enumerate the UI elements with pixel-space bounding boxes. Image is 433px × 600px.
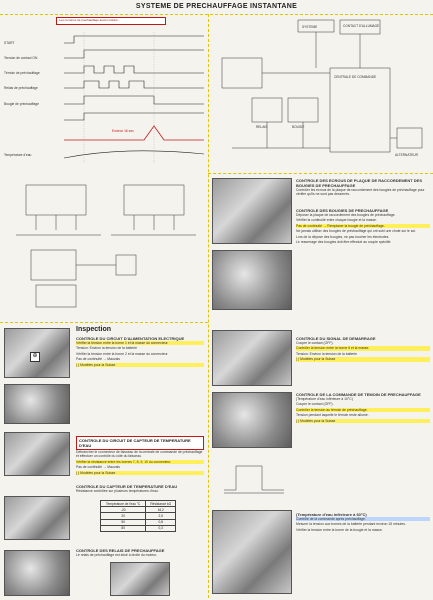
section-glow-plugs bbox=[296, 208, 430, 246]
diagram-label-relais: RELAIS bbox=[256, 125, 268, 129]
plugs-line-3: Pas de continuité → Remplacer la bougie de préchauffage. bbox=[296, 224, 430, 228]
plugs-line-2: Vérifier la continuité entre chaque bougie et la masse. bbox=[296, 218, 377, 223]
indicator-line-2: Couper le contact (OFF). bbox=[296, 402, 334, 407]
table-header-res: Résistance kΩ bbox=[146, 501, 176, 507]
photo-after-heat bbox=[212, 510, 292, 594]
table-row: 80 0,3 bbox=[101, 525, 176, 531]
timing-label-relais: Relais de préchauffage bbox=[4, 86, 38, 90]
photo-relay-box bbox=[110, 562, 170, 596]
temp-sensor-line-1: Résistance contrôlée sur plusieurs températures d'eau. bbox=[76, 489, 159, 493]
indicator-timing-chart bbox=[222, 460, 286, 496]
wiring-schematics bbox=[6, 175, 204, 315]
table-header-temp: Température de l'eau °C bbox=[101, 501, 146, 507]
indicator-line-4: Tension pendant laquelle le témoin reste allumé. bbox=[296, 413, 369, 418]
start-line-3: Tension: Environ la tension de la batterie bbox=[296, 351, 358, 356]
page-title: SYSTEME DE PRECHAUFFAGE INSTANTANE bbox=[135, 3, 298, 10]
photo-start-signal bbox=[212, 330, 292, 386]
timing-label-bougie: Bougie de préchauffage bbox=[4, 102, 39, 106]
timing-label-temoin: Témoin de préchauffage bbox=[4, 71, 40, 75]
section-glow-plugs-heading: CONTROLE DES BOUGIES DE PRECHAUFFAGE bbox=[296, 208, 389, 213]
diagram-label-centrale: CENTRALE DE COMMANDE bbox=[334, 75, 377, 79]
section-temp-sensor-heading: CONTROLE DU CAPTEUR DE TEMPERATURE D'EAU bbox=[76, 484, 178, 489]
section-start-signal-heading: CONTROLE DU SIGNAL DE DEMARRAGE bbox=[296, 336, 376, 341]
plugs-line-6: Le resserrage des bougies doit être effectué au couple spécifié. bbox=[296, 240, 392, 245]
indicator-line-5: ( ) Modèles pour la Suisse bbox=[296, 419, 430, 423]
timing-label-contact: Tension de contact ON bbox=[4, 56, 38, 60]
photo-engine-2 bbox=[4, 432, 70, 476]
temp-circuit-line-1: Débrancher le connecteur de faisceau de la centrale de commande de préchauffage et effectuer un contrôle du côté du faisceau. bbox=[76, 450, 203, 459]
photo-indicator bbox=[212, 392, 292, 448]
section-power-circuit bbox=[76, 336, 204, 368]
temp-circuit-line-2: Vérifier la résistance entre les bornes 7, 8, 9, 10 du connecteur. bbox=[76, 460, 204, 464]
section-start-signal bbox=[296, 336, 430, 363]
plugs-line-1: Déposer la plaque de raccordement des bougies de préchauffage. bbox=[296, 213, 396, 217]
start-line-1: Couper le contact (OFF). bbox=[296, 341, 334, 345]
timing-label-start: START bbox=[4, 41, 15, 45]
after-line-1: Contrôle de la commande après préchauffage. bbox=[296, 517, 430, 521]
photo-sensor bbox=[4, 496, 70, 540]
photo-relay bbox=[4, 550, 70, 596]
inspection-heading: Inspection bbox=[76, 326, 112, 333]
timing-note: Environ 16 sec bbox=[112, 129, 134, 133]
after-line-2: Mesurer la tension aux bornes de la batterie pendant environ 15 minutes. bbox=[296, 522, 406, 527]
section-indicator bbox=[296, 392, 430, 424]
section-after-heat-heading: (Température d'eau inférieure à 60°C) bbox=[296, 512, 367, 517]
table-row: 20 2,5 bbox=[101, 513, 176, 519]
section-after-heat bbox=[296, 512, 430, 533]
photo-glow-plug-plate bbox=[212, 178, 292, 244]
section-power-heading: CONTROLE DU CIRCUIT D'ALIMENTATION ELECTRIQUE bbox=[76, 336, 185, 341]
after-line-3: Vérifier la tension entre la borne de la bougie et la masse. bbox=[296, 527, 383, 532]
diagram-label-bougie: BOUGIE bbox=[292, 125, 305, 129]
diagram-label-systeme: SYSTEME bbox=[302, 25, 318, 29]
column-divider bbox=[208, 14, 209, 598]
table-row: -20 16,2 bbox=[101, 507, 176, 513]
section-temp-sensor bbox=[76, 484, 204, 494]
nuts-line-1: Contrôler les écrous de la plaque de raccordement des bougies de préchauffage pour vérifier qu'ils ne sont pas desserrés. bbox=[296, 188, 425, 197]
section-temp-circuit bbox=[76, 436, 204, 476]
photo-glow-plug bbox=[212, 250, 292, 310]
power-line-4: Pas de continuité → Mauvais bbox=[76, 357, 120, 362]
section-divider-right bbox=[208, 173, 433, 174]
power-line-2: Tension: Environ la tension de la batterie bbox=[76, 346, 138, 351]
diagram-label-alternateur: ALTERNATEUR bbox=[395, 153, 418, 157]
temp-circuit-line-4: ( ) Modèles pour la Suisse bbox=[76, 471, 204, 475]
section-indicator-heading: CONTROLE DE LA COMMANDE DE TEMOIN DE PRECHAUFFAGE bbox=[296, 392, 421, 397]
indicator-line-3: Contrôler la tension au témoin de préchauffage. bbox=[296, 408, 430, 412]
section-nuts bbox=[296, 178, 430, 198]
indicator-line-1: (Température d'eau inférieure à 10°C) bbox=[296, 397, 353, 401]
start-line-2: Contrôler la tension entre la borne 6 et la masse. bbox=[296, 346, 430, 350]
start-line-4: ( ) Modèles pour la Suisse bbox=[296, 357, 430, 361]
section-divider-left bbox=[0, 322, 208, 323]
timing-label-temp: Température d'eau bbox=[4, 153, 32, 157]
power-line-3: Vérifier la tension entre la borne 2 et la masse du connecteur bbox=[76, 351, 168, 356]
temp-circuit-line-3: Pas de continuité → Mauvais bbox=[76, 465, 120, 470]
section-relays-heading: CONTROLE DES RELAIS DE PRECHAUFFAGE bbox=[76, 548, 165, 553]
plugs-line-4: Ne jamais utiliser des bougies de préchauffage qui ont subi une chute sur le sol. bbox=[296, 229, 417, 234]
photo-connector bbox=[4, 384, 70, 424]
resistance-table bbox=[100, 500, 176, 532]
relays-line-1: Le relais de préchauffage est situé à droite du moteur. bbox=[76, 553, 157, 557]
top-divider bbox=[0, 14, 433, 15]
table-row: 50 0,8 bbox=[101, 519, 176, 525]
top-note: Les numéros de prechauffage aucun instant... bbox=[56, 17, 166, 25]
section-relays bbox=[76, 548, 204, 558]
power-line-1: Vérifier la tension entre la borne 1 et la masse du connecteur. bbox=[76, 341, 204, 345]
plugs-line-5: Lors de la dépose des bougies, ne pas toucher les électrodes. bbox=[296, 234, 390, 239]
timing-diagram bbox=[4, 28, 204, 168]
diagram-label-contact: CONTACT D'ALLUMAGE bbox=[343, 24, 380, 28]
multimeter-icon: ⊕ bbox=[30, 352, 40, 362]
section-temp-circuit-heading: CONTROLE DU CIRCUIT DE CAPTEUR DE TEMPERATURE D'EAU bbox=[76, 436, 204, 450]
system-wiring-diagram bbox=[212, 18, 430, 168]
power-line-5: ( ) Modèles pour la Suisse bbox=[76, 363, 204, 367]
section-nuts-heading: CONTROLE DES ECROUS DE PLAQUE DE RACCORDEMENT DES BOUGIES DE PRECHAUFFAGE bbox=[296, 178, 423, 188]
